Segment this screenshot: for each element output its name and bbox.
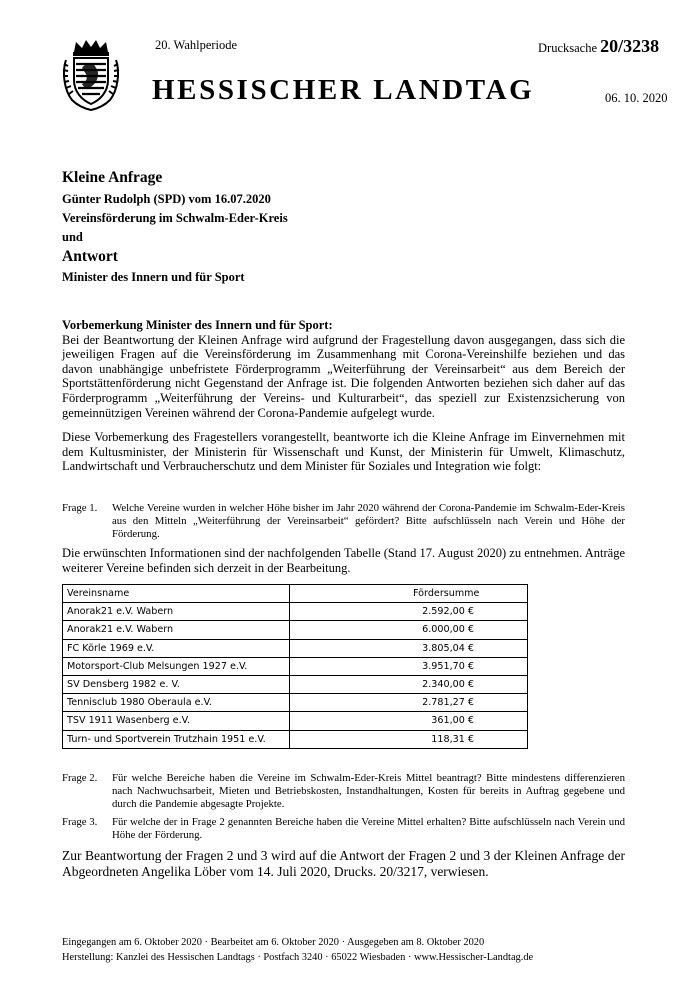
footer-publisher: Herstellung: Kanzlei des Hessischen Landtags · Postfach 3240 · 65022 Wiesbaden · www.Hessischer-Landtag.de bbox=[62, 952, 534, 963]
landtag-title: HESSISCHER LANDTAG bbox=[152, 74, 535, 106]
frage-2-text: Für welche Bereiche haben die Vereine im Schwalm-Eder-Kreis Mittel beantragt? Bitte mindestens differenzieren nach Nachwuchsarbeit, Mieten und Betriebskosten, Instandhaltungen, Kosten für bereits in Auftrag gegebene und durch die Pandemie abgesagte Projekte. bbox=[112, 772, 625, 810]
final-answer: Zur Beantwortung der Fragen 2 und 3 wird auf die Antwort der Fragen 2 und 3 der Kleinen Anfrage der Abgeordneten Angelika Löber vom 14. Juli 2020, Drucks. 20/3217, verwiesen. bbox=[62, 848, 625, 879]
kleine-anfrage-heading: Kleine Anfrage bbox=[62, 169, 163, 186]
subject-line: Vereinsförderung im Schwalm-Eder-Kreis bbox=[62, 211, 288, 225]
table-row bbox=[63, 730, 528, 748]
frage-3 bbox=[62, 816, 625, 842]
vorbemerkung-paragraph-2: Diese Vorbemerkung des Fragestellers vorangestellt, beantworte ich die Kleine Anfrage im Einvernehmen mit dem Kultusminister, der Ministerin für Wissenschaft und Kunst, der Ministerin für Umwelt, Klimaschutz, Landwirtschaft und Verbraucherschutz und dem Minister für Soziales und Integration wie folgt: bbox=[62, 430, 625, 474]
drucksache-label: Drucksache bbox=[538, 41, 597, 55]
cell-vereinsname: SV Densberg 1982 e. V. bbox=[63, 675, 290, 693]
table-row bbox=[63, 657, 528, 675]
cell-foerdersumme: 2.340,00 € bbox=[290, 675, 528, 693]
cell-vereinsname: Anorak21 e.V. Wabern bbox=[63, 603, 290, 621]
cell-vereinsname: Anorak21 e.V. Wabern bbox=[63, 621, 290, 639]
cell-vereinsname: Tennisclub 1980 Oberaula e.V. bbox=[63, 694, 290, 712]
table-row bbox=[63, 694, 528, 712]
frage-2 bbox=[62, 772, 625, 810]
antwort-heading: Antwort bbox=[62, 248, 118, 265]
cell-vereinsname: FC Körle 1969 e.V. bbox=[63, 639, 290, 657]
vorbemerkung-title: Vorbemerkung Minister des Innern und für Sport: bbox=[62, 318, 333, 332]
cell-foerdersumme: 6.000,00 € bbox=[290, 621, 528, 639]
drucksache-number: 20/3238 bbox=[600, 36, 660, 56]
table-row bbox=[63, 675, 528, 693]
wahlperiode: 20. Wahlperiode bbox=[155, 38, 238, 52]
vorbemerkung bbox=[62, 318, 625, 420]
drucksache bbox=[538, 36, 659, 57]
footer-dates: Eingegangen am 6. Oktober 2020 · Bearbeitet am 6. Oktober 2020 · Ausgegeben am 8. Oktober 2020 bbox=[62, 937, 485, 948]
foerder-table bbox=[62, 584, 528, 749]
document-date: 06. 10. 2020 bbox=[605, 91, 668, 105]
frage-2-label: Frage 2. bbox=[62, 772, 98, 784]
und-line: und bbox=[62, 230, 83, 244]
cell-foerdersumme: 2.592,00 € bbox=[290, 603, 528, 621]
cell-foerdersumme: 3.951,70 € bbox=[290, 657, 528, 675]
table-row bbox=[63, 639, 528, 657]
table-row bbox=[63, 603, 528, 621]
minister-line: Minister des Innern und für Sport bbox=[62, 270, 245, 284]
column-header-vereinsname: Vereinsname bbox=[63, 585, 290, 603]
frage-1-answer: Die erwünschten Informationen sind der nachfolgenden Tabelle (Stand 17. August 2020) zu entnehmen. Anträge weiterer Vereine befinden sich derzeit in der Bearbeitung. bbox=[62, 546, 625, 575]
author-line: Günter Rudolph (SPD) vom 16.07.2020 bbox=[62, 192, 271, 206]
cell-vereinsname: Turn- und Sportverein Trutzhain 1951 e.V. bbox=[63, 730, 290, 748]
cell-foerdersumme: 3.805,04 € bbox=[290, 639, 528, 657]
cell-vereinsname: TSV 1911 Wasenberg e.V. bbox=[63, 712, 290, 730]
table-header-row bbox=[63, 585, 528, 603]
cell-foerdersumme: 361,00 € bbox=[290, 712, 528, 730]
vorbemerkung-text: Bei der Beantwortung der Kleinen Anfrage wird aufgrund der Fragestellung davon ausgegangen, dass sich die jeweiligen Fragen auf die Vereinsförderung im Zusammenhang mit Corona-Vereinshilfe beziehen und das davon unabhängige unbefristete Förderprogramm „Weiterführung der Vereinsarbeit“ aus dem Bereich der Sportstättenförderung nicht Gegenstand der Anfrage ist. Die folgenden Antworten beziehen sich daher auf das Förderprogramm „Weiterführung der Vereins- und Kulturarbeit“, das speziell zur Existenzsicherung von gemeinnützigen Vereinen während der Corona-Pandemie aufgelegt wurde. bbox=[62, 332, 625, 420]
cell-foerdersumme: 2.781,27 € bbox=[290, 694, 528, 712]
frage-1-label: Frage 1. bbox=[62, 502, 98, 514]
frage-1-text: Welche Vereine wurden in welcher Höhe bisher im Jahr 2020 während der Corona-Pandemie im Schwalm-Eder-Kreis aus den Mitteln „Weiterführung der Vereinsarbeit“ gefördert? Bitte aufschlüsseln nach Verein und Höhe der Förderung. bbox=[112, 502, 625, 540]
coat-of-arms-icon bbox=[62, 38, 120, 112]
column-header-foerdersumme: Fördersumme bbox=[290, 585, 528, 603]
frage-1 bbox=[62, 502, 625, 540]
table-row bbox=[63, 712, 528, 730]
frage-3-label: Frage 3. bbox=[62, 816, 98, 828]
cell-vereinsname: Motorsport-Club Melsungen 1927 e.V. bbox=[63, 657, 290, 675]
cell-foerdersumme: 118,31 € bbox=[290, 730, 528, 748]
table-row bbox=[63, 621, 528, 639]
frage-3-text: Für welche der in Frage 2 genannten Bereiche haben die Vereine Mittel erhalten? Bitte aufschlüsseln nach Verein und Höhe der Förderung. bbox=[112, 816, 625, 841]
title-block bbox=[62, 168, 622, 287]
